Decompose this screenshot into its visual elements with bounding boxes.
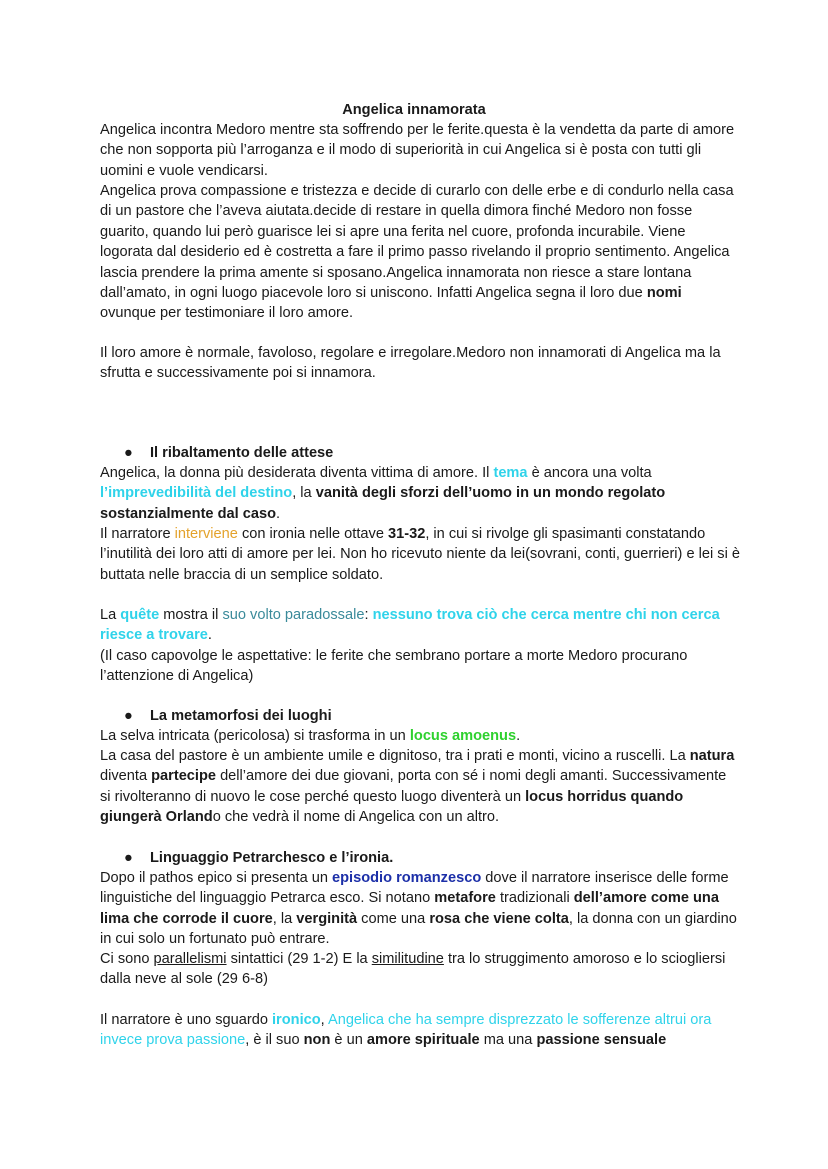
highlight-volto: suo volto paradossale xyxy=(222,607,365,623)
heading-metamorfosi xyxy=(124,706,332,726)
text: Angelica, la donna più desiderata diventa vittima di amore. Il xyxy=(100,465,494,481)
bold-ottave: 31-32 xyxy=(388,526,426,542)
section1-para2 xyxy=(100,524,740,585)
highlight-quete: quête xyxy=(120,607,160,623)
bold-verginita: verginità xyxy=(296,910,358,927)
bold-locus-horridus: locus horridus quando giungerà Orland xyxy=(100,788,684,826)
text: mostra il xyxy=(159,607,223,623)
highlight-ironico: ironico xyxy=(272,1012,321,1028)
highlight-episodio: episodio romanzesco xyxy=(332,870,482,886)
text: . xyxy=(516,728,521,744)
bold-vanita: vanità degli sforzi dell’uomo in un mondo regolato sostanzialmente dal caso xyxy=(100,485,666,522)
bullet-icon: ● xyxy=(124,445,133,461)
text: dove il narratore inserisce delle forme linguistiche del linguaggio Petrarca esco. Si notano xyxy=(100,870,729,907)
section3-para3 xyxy=(100,1010,740,1051)
text: o che vedrà il nome di Angelica con un altro. xyxy=(212,809,500,826)
highlight-imprevedibilita: l’imprevedibilità del destino xyxy=(100,485,293,502)
heading-text: Il ribaltamento delle attese xyxy=(150,445,334,461)
section1-para1 xyxy=(100,463,740,524)
bold-partecipe: partecipe xyxy=(151,768,217,785)
compassion-text: Angelica prova compassione e tristezza e decide di curarlo con delle erbe e di condurlo nella casa di un pastore che l’aveva aiutata.decide di restare in quella dimora finché Medoro non fosse guarito, quando lui però guarisce lei si apre una ferita nel cuore, profonda incurabile. Viene logorata dal desiderio ed è costretta a fare il primo passo rivelando il proprio sentimento. Angelica lascia prendere la prima amente si sposano.Angelica innamorata non riesce a stare lontana dall’amato, in ogni luogo piacevole loro si uniscono. Infatti Angelica segna il loro due xyxy=(100,183,734,302)
text: Dopo il pathos epico si presenta un xyxy=(100,870,333,886)
bold-passione-sensuale: passione sensuale xyxy=(536,1032,667,1049)
highlight-interviene: interviene xyxy=(174,526,238,542)
paragraph-intro xyxy=(100,120,740,181)
text: , xyxy=(320,1012,328,1028)
document-title: Angelica innamorata xyxy=(342,102,486,118)
text: con ironia nelle ottave xyxy=(237,526,388,542)
bold-metafore: metafore xyxy=(434,890,496,907)
bold-non: non xyxy=(303,1032,331,1049)
compassion-text-end: ovunque per testimoniare il loro amore. xyxy=(100,305,354,322)
paragraph-love xyxy=(100,343,740,384)
text: Il narratore è uno sguardo xyxy=(100,1012,272,1028)
text: è ancora una volta xyxy=(527,465,652,481)
text: : xyxy=(364,607,373,623)
text: La casa del pastore è un ambiente umile e dignitoso, tra i prati e monti, vicino a ruscelli. La xyxy=(100,748,690,764)
text: La xyxy=(100,607,121,623)
highlight-locus-amoenus: locus amoenus xyxy=(409,728,517,744)
text: . xyxy=(207,627,212,644)
text: come una xyxy=(357,910,430,927)
bold-nomi: nomi xyxy=(646,285,682,302)
heading-text: Linguaggio Petrarchesco e l’ironia. xyxy=(150,850,394,866)
bold-lima: dell’amore come una lima che corrode il cuore xyxy=(100,890,719,927)
section3-para1 xyxy=(100,868,740,950)
text: , in cui si rivolge gli spasimanti constatando l’inutilità dei loro atti di amore per lei. Non ho ricevuto niente da lei(sovrani, conti, guerrieri) e lei si è buttata nelle braccia di un semplice soldato. xyxy=(100,526,741,583)
section3-para2 xyxy=(100,949,740,990)
bold-natura: natura xyxy=(689,748,735,764)
highlight-tema: tema xyxy=(493,465,528,481)
text: tradizionali xyxy=(495,890,574,907)
text: , è il suo xyxy=(245,1032,304,1049)
highlight-angelica-disprezzato: Angelica che ha sempre disprezzato le sofferenze altrui ora invece prova passione xyxy=(100,1012,712,1049)
bullet-icon: ● xyxy=(124,708,133,724)
heading-linguaggio xyxy=(124,848,393,868)
section2-para1 xyxy=(100,726,740,746)
bold-amore-spirituale: amore spirituale xyxy=(366,1032,480,1049)
heading-ribaltamento xyxy=(124,443,333,463)
text: , la xyxy=(272,910,297,927)
section2-para2 xyxy=(100,746,740,828)
love-text: Il loro amore è normale, favoloso, regolare e irregolare.Medoro non innamorati di Angelica ma la sfrutta e successivamente poi si innamora. xyxy=(100,345,721,382)
section1-para3 xyxy=(100,605,740,646)
text: (Il caso capovolge le aspettative: le ferite che sembrano portare a morte Medoro procurano l’attenzione di Angelica) xyxy=(100,648,688,685)
text: Ci sono xyxy=(100,951,154,967)
text: è un xyxy=(330,1032,367,1049)
text: diventa xyxy=(100,768,152,785)
paragraph-compassion xyxy=(100,181,740,324)
text: La selva intricata (pericolosa) si trasforma in un xyxy=(100,728,410,744)
highlight-nessuno: nessuno trova ciò che cerca mentre chi non cerca riesce a trovare xyxy=(100,607,720,644)
text: sintattici (29 1-2) E la xyxy=(226,951,372,967)
bold-rosa: rosa che viene colta xyxy=(429,910,569,927)
text: , la donna con un giardino in cui solo un fortunato può entrare. xyxy=(100,910,737,948)
text: . xyxy=(276,505,281,522)
text: dell’amore dei due giovani, porta con sé i nomi degli amanti. Successivamente si rivolteranno di nuovo le cose perché questo luogo diventerà un xyxy=(100,768,727,805)
underline-parallelismi: parallelismi xyxy=(153,951,227,967)
underline-similitudine: similitudine xyxy=(371,951,444,967)
text: Il narratore xyxy=(100,526,175,542)
text: , la xyxy=(292,485,316,502)
text: tra lo struggimento amoroso e lo sciogliersi dalla neve al sole (29 6-8) xyxy=(100,951,726,988)
text: ma una xyxy=(479,1032,537,1049)
section1-para4 xyxy=(100,646,740,687)
heading-text: La metamorfosi dei luoghi xyxy=(150,708,332,724)
bullet-icon: ● xyxy=(124,850,133,866)
intro-text: Angelica incontra Medoro mentre sta soffrendo per le ferite.questa è la vendetta da parte di amore che non sopporta più l’arroganza e il modo di superiorità in cui Angelica si è posta con tutti gli uomini e vuole vendicarsi. xyxy=(100,122,735,179)
